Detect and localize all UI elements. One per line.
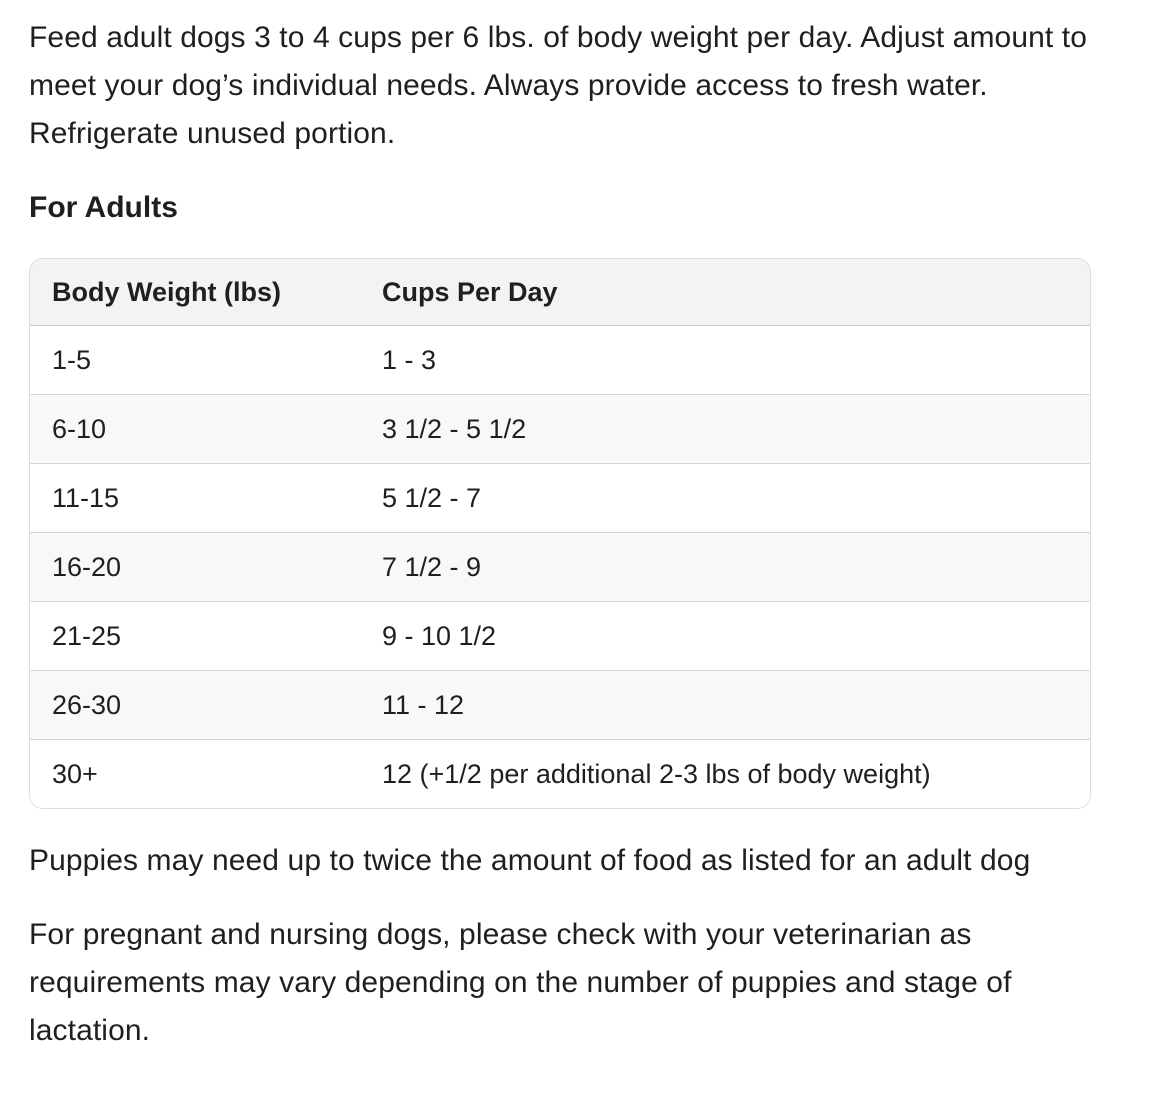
- pregnant-nursing-note: For pregnant and nursing dogs, please check with your veterinarian as requirements may vary depending on the number of puppies and stage of lactation.: [29, 918, 1012, 1047]
- weight-cell: 30+: [30, 740, 360, 809]
- table-row: [30, 602, 1090, 671]
- weight-cell: 11-15: [30, 464, 360, 533]
- weight-cell: 21-25: [30, 602, 360, 671]
- feeding-table: [30, 259, 1090, 808]
- table-header-row: [30, 259, 1090, 326]
- weight-cell: 16-20: [30, 533, 360, 602]
- cups-cell: 5 1/2 - 7: [360, 464, 1090, 533]
- cups-cell: 1 - 3: [360, 326, 1090, 395]
- weight-cell: 1-5: [30, 326, 360, 395]
- header-body-weight: Body Weight (lbs): [30, 259, 360, 326]
- table-row: [30, 464, 1090, 533]
- weight-cell: 6-10: [30, 395, 360, 464]
- cups-cell: 12 (+1/2 per additional 2-3 lbs of body weight): [360, 740, 1090, 809]
- cups-cell: 11 - 12: [360, 671, 1090, 740]
- table-row: [30, 671, 1090, 740]
- table-row: [30, 326, 1090, 395]
- table-row: [30, 740, 1090, 809]
- cups-cell: 7 1/2 - 9: [360, 533, 1090, 602]
- cups-cell: 9 - 10 1/2: [360, 602, 1090, 671]
- weight-cell: 26-30: [30, 671, 360, 740]
- table-row: [30, 395, 1090, 464]
- feeding-table-container: [29, 258, 1091, 809]
- section-heading: For Adults: [29, 191, 178, 224]
- puppies-note: Puppies may need up to twice the amount of food as listed for an adult dog: [29, 844, 1031, 877]
- cups-cell: 3 1/2 - 5 1/2: [360, 395, 1090, 464]
- header-cups-per-day: Cups Per Day: [360, 259, 1090, 326]
- table-row: [30, 533, 1090, 602]
- intro-paragraph: Feed adult dogs 3 to 4 cups per 6 lbs. of body weight per day. Adjust amount to meet your dog’s individual needs. Always provide access to fresh water. Refrigerate unused portion.: [29, 21, 1088, 150]
